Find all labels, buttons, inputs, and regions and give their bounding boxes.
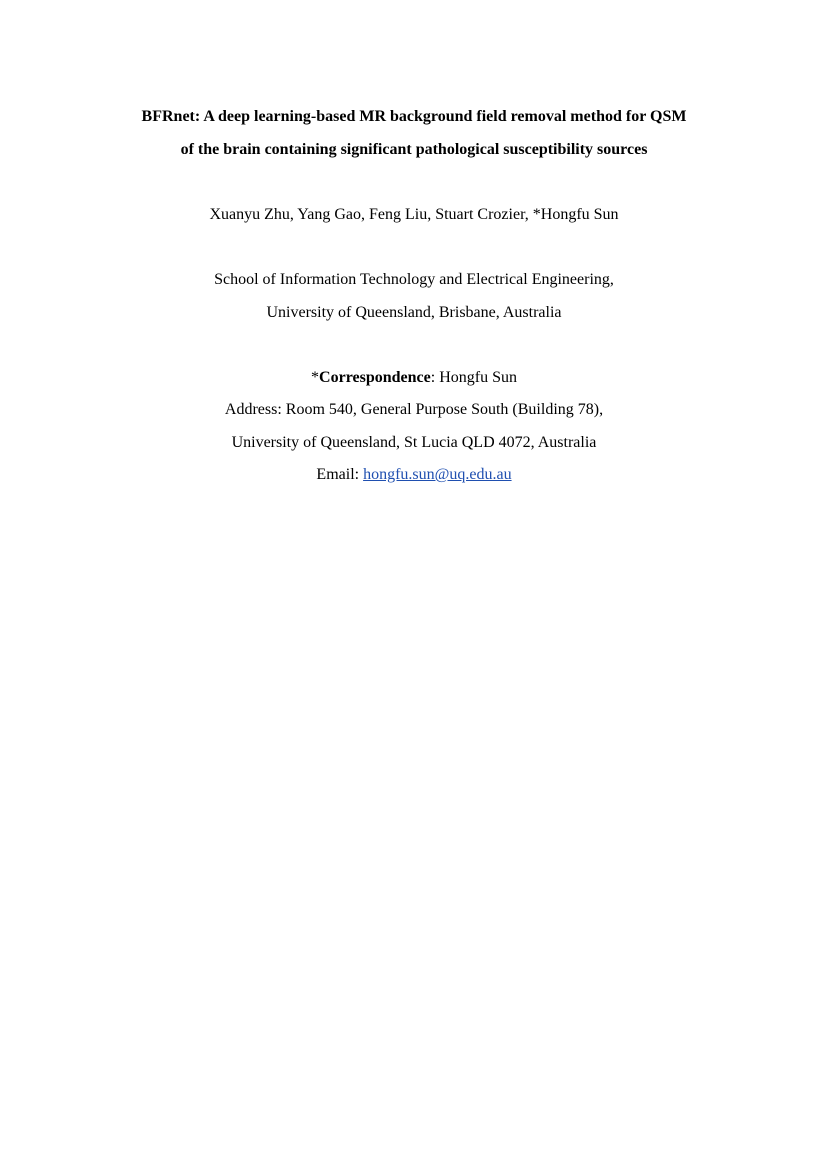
address-line-2: University of Queensland, St Lucia QLD 4072, Australia: [231, 434, 597, 451]
correspondence-label: Correspondence: [319, 369, 431, 386]
correspondence-separator: :: [430, 369, 440, 386]
correspondence-line: [0, 368, 828, 388]
affiliation-line-2: University of Queensland, Brisbane, Australia: [266, 304, 562, 321]
affiliation-line-1: School of Information Technology and Electrical Engineering,: [214, 271, 614, 288]
paper-title-line-2: of the brain containing significant pathological susceptibility sources: [180, 141, 648, 158]
paper-title-line-1: BFRnet: A deep learning-based MR background field removal method for QSM: [141, 108, 687, 125]
correspondence-name: Hongfu Sun: [439, 369, 517, 386]
email-link[interactable]: hongfu.sun@uq.edu.au: [363, 466, 512, 483]
correspondence-prefix: *: [311, 369, 320, 386]
email-label: Email:: [316, 466, 364, 483]
email-line: [0, 465, 828, 485]
address-line-1: Address: Room 540, General Purpose South (Building 78),: [224, 401, 604, 418]
author-list: Xuanyu Zhu, Yang Gao, Feng Liu, Stuart Crozier, *Hongfu Sun: [209, 206, 619, 223]
